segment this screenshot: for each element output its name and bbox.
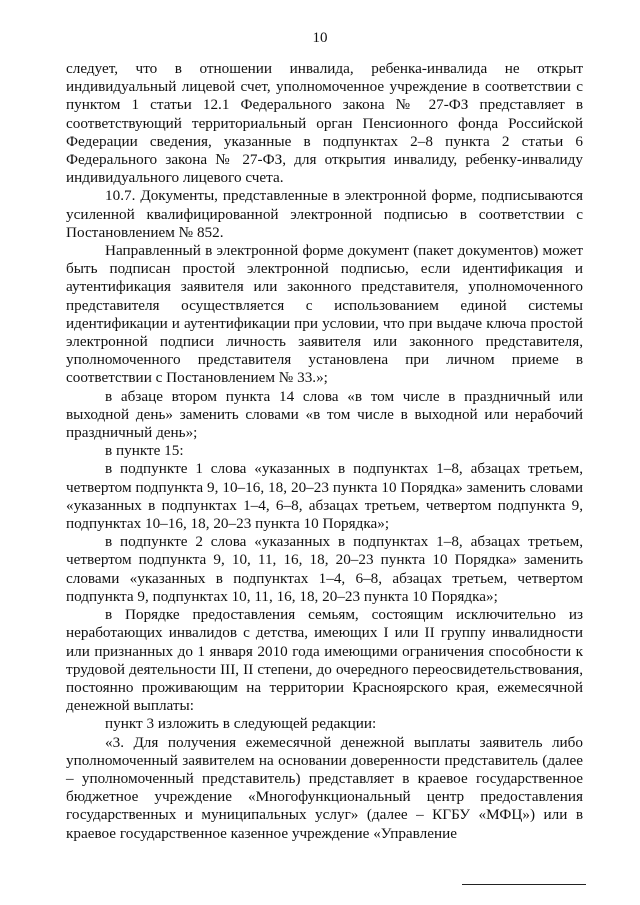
paragraph: в Порядке предоставления семьям, состоящим исключительно из неработающих инвалидов с детства, имеющих I или II группу инвалидности или признанных до 1 января 2010 года имеющими ограничения способности к трудовой деятельности III, II степени, до очередного переосвидетельствования, постоянно проживающим на территории Красноярского края, ежемесячной денежной выплаты: <box>66 606 583 715</box>
paragraph: Направленный в электронной форме документ (пакет документов) может быть подписан простой электронной подписью, если идентификация и аутентификация заявителя или законного представителя, уполномоченного представителя осуществляется с использованием единой системы идентификации и аутентификации при условии, что при выдаче ключа простой электронной подписи личность заявителя или законного представителя, уполномоченного представителя установлена при личном приеме в соответствии с Постановлением № 33.»; <box>66 242 583 387</box>
document-body <box>66 60 583 843</box>
paragraph: в пункте 15: <box>105 442 184 460</box>
paragraph: пункт 3 изложить в следующей редакции: <box>105 715 377 733</box>
paragraph: в абзаце втором пункта 14 слова «в том числе в праздничный или выходной день» заменить словами «в том числе в выходной или нерабочий праздничный день»; <box>66 387 583 442</box>
paragraph: 10.7. Документы, представленные в электронной форме, подписываются усиленной квалифицированной электронной подписью в соответствии с Постановлением № 852. <box>66 187 583 241</box>
footer-rule <box>462 884 586 885</box>
paragraph: следует, что в отношении инвалида, ребенка-инвалида не открыт индивидуальный лицевой счет, уполномоченное учреждение в соответствии с пунктом 1 статьи 12.1 Федерального закона № 27-ФЗ представляет в соответствующий территориальный орган Пенсионного фонда Российской Федерации сведения, указанные в подпунктах 2–8 пункта 2 статьи 6 Федерального закона № 27-ФЗ, для открытия инвалиду, ребенку-инвалиду индивидуального лицевого счета. <box>66 60 583 187</box>
paragraph: «3. Для получения ежемесячной денежной выплаты заявитель либо уполномоченный заявителем на основании доверенности представитель (далее – уполномоченный представитель) представляет в краевое государственное бюджетное учреждение «Многофункциональный центр предоставления государственных и муниципальных услуг» (далее – КГБУ «МФЦ») или в краевое государственное казенное учреждение «Управление <box>66 733 583 842</box>
paragraph: в подпункте 1 слова «указанных в подпунктах 1–8, абзацах третьем, четвертом подпункта 9, 10–16, 18, 20–23 пункта 10 Порядка» заменить словами «указанных в подпунктах 1–4, 6–8, абзацах третьем, четвертом подпункта 9, подпунктах 10–16, 18, 20–23 пункта 10 Порядка»; <box>66 460 583 533</box>
page-number: 10 <box>312 30 328 46</box>
paragraph: в подпункте 2 слова «указанных в подпунктах 1–8, абзацах третьем, четвертом подпункта 9, 10, 11, 16, 18, 20–23 пункта 10 Порядка» заменить словами «указанных в подпунктах 1–4, 6–8, абзацах третьем, четвертом подпункта 9, подпунктах 10, 11, 16, 18, 20–23 пункта 10 Порядка»; <box>66 533 583 605</box>
